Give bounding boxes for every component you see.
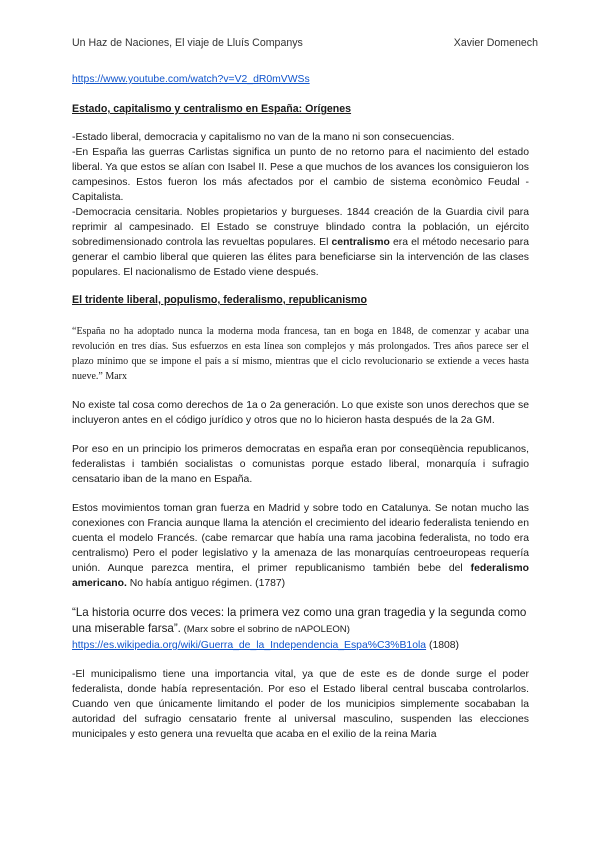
paragraph: -Democracia censitaria. Nobles propietarios y burgueses. 1844 creación de la Guardia civil para reprimir al campesinado. El Estado se construye blindado contra la población, un ejército sobredimensionado controla las revueltas populares. El centralismo era el método necesario para generar el cambio liberal que quieren las élites para beneficiarse sin la intervención de las clases populares. El nacionalismo de Estado viene después. — [72, 207, 529, 278]
section-heading-origins: Estado, capitalismo y centralismo en España: Orígenes — [72, 103, 352, 115]
history-quote: “La historia ocurre dos veces: la primera vez como una gran tragedia y la segunda como una miserable farsa”. (Marx sobre el sobrino de nAPOLEON) https://es.wikipedia.org/wiki/Guerra_de_la_Independencia_Espa%C3%B1ola (1808) — [72, 606, 527, 651]
paragraph: -Estado liberal, democracia y capitalismo no van de la mano ni son consecuencias. — [72, 132, 455, 143]
bold-term: federalismo americano. — [72, 563, 529, 589]
paragraph: No existe tal cosa como derechos de 1a o 2a generación. Lo que existe son unos derechos que se incluyeron antes en el código jurídico y otros que no lo hicieron hasta después de la 2a GM. — [72, 400, 529, 426]
paragraph: Por eso en un principio los primeros democratas en españa eran por conseqüència republicanos, federalistas i también socialistas o comunistas porque estado liberal, monarquía i sufragio censatario iban de la mano en España. — [72, 444, 529, 485]
marx-quote: “España no ha adoptado nunca la moderna moda francesa, tan en boga en 1848, de comenzar y acabar una revolución en tres días. Sus esfuerzos en esta línea son complejos y más prolongados. Tres años parece ser el plazo mínimo que se impone el país a sí mismo, mientras que el ciclo revolucionario se extiende a veces hasta nueve.” Marx — [72, 326, 529, 382]
wikipedia-link[interactable]: https://es.wikipedia.org/wiki/Guerra_de_la_Independencia_Espa%C3%B1ola — [72, 640, 427, 651]
bold-term: centralismo — [331, 237, 390, 248]
paragraph: -El municipalismo tiene una importancia vital, ya que de este es de donde surge el poder federalista, donde había representación. Por eso el Estado liberal central buscaba controlarlos. Cuando ven que únicamente limitando el poder de los municipios simplemente socababan la autoridad del sufragio censatario frente al universal masculino, suspenden las elecciones municipales y esto genera una revuelta que acaba en el exilio de la reina Maria — [72, 669, 529, 740]
section-origins-body — [72, 130, 529, 280]
youtube-link[interactable]: https://www.youtube.com/watch?v=V2_dR0mVWSs — [72, 74, 310, 85]
page-header — [72, 37, 538, 49]
document-title: Un Haz de Naciones, El viaje de Lluís Companys — [72, 37, 303, 49]
paragraph: Estos movimientos toman gran fuerza en Madrid y sobre todo en Catalunya. Se notan mucho las conexiones con Francia aunque llama la atención el crecimiento del ideario federalista teniendo en cuenta el modelo Francés. (cabe remarcar que había una rama jacobina federalista, no todo era centralismo) Pero el poder legislativo y la amenaza de las monarquías centroeuropeas requería unión. Aunque parezca mentira, el primer republicanismo también bebe del federalismo americano. No había antiguo régimen. (1787) — [72, 503, 529, 589]
document-author: Xavier Domenech — [453, 37, 538, 49]
document-body — [72, 69, 529, 742]
paragraph: -En España las guerras Carlistas significa un punto de no retorno para el nacimiento del estado liberal. Ya que estos se alían con Isabel II. Pese a que muchos de los avances los consiguieron los campesinos. Estos fueron los más afectados por el cambio de sistema econòmico Feudal - Capitalista. — [72, 147, 529, 203]
section-heading-trident: El tridente liberal, populismo, federalismo, republicanismo — [72, 294, 367, 306]
